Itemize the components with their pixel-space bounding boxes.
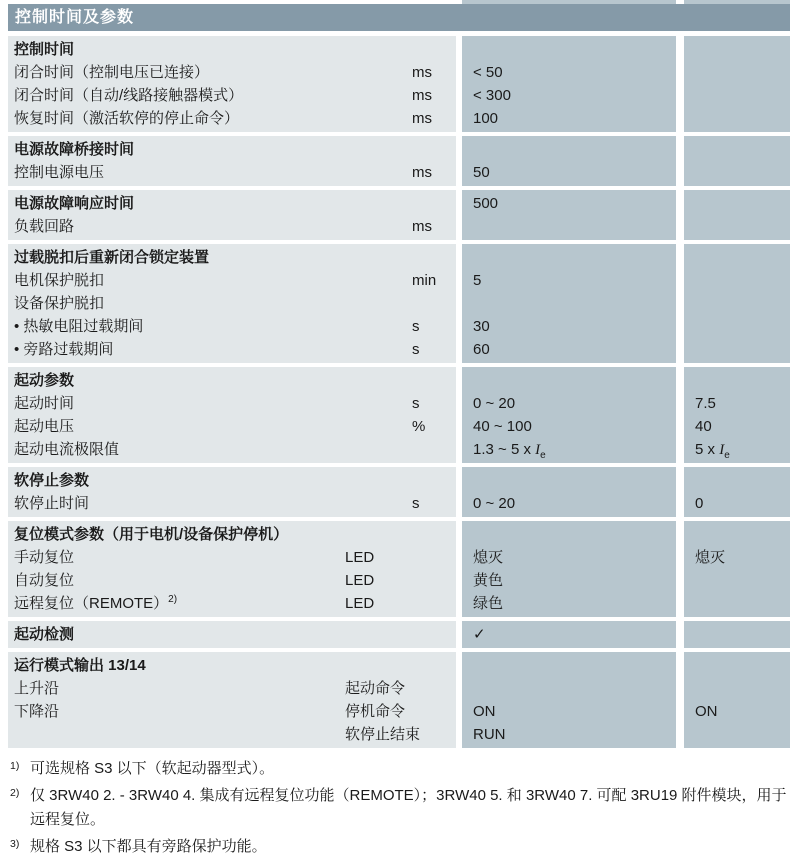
value-cell-primary: 60 (473, 341, 490, 358)
spec-section (8, 467, 790, 517)
spec-section (8, 367, 790, 463)
spec-section (8, 36, 790, 132)
column-gap (676, 367, 684, 463)
column-gap (676, 621, 684, 648)
spec-row-label: 上升沿 起动命令 (8, 677, 456, 700)
value-cell-primary: ON (473, 703, 496, 720)
spec-row-label: • 旁路过载期间 s (8, 338, 456, 361)
column-gap (676, 467, 684, 517)
value-cell-primary: < 300 (473, 87, 511, 104)
value-cell-primary: 30 (473, 318, 490, 335)
unit-cell: ms (412, 64, 432, 81)
value-cell-secondary (684, 84, 790, 107)
label-column (8, 467, 456, 517)
unit-cell: s (412, 318, 420, 335)
spec-row-heading: 复位模式参数（用于电机/设备保护停机） (14, 526, 289, 543)
value-cell-secondary (684, 677, 790, 700)
footnote-mark: 1) (10, 760, 20, 772)
value-cell-secondary (684, 192, 790, 215)
value-cell-secondary (684, 269, 790, 292)
sub-label-cell: 起动命令 (345, 680, 406, 697)
value-column-1 (462, 467, 676, 517)
value-cell-secondary: 0 (695, 495, 704, 512)
value-cell-primary: 5 (473, 272, 482, 289)
value-cell-primary (462, 369, 676, 392)
footnote (8, 835, 800, 859)
sub-label-cell: 停机命令 (345, 703, 406, 720)
spec-row-label: 恢复时间（激活软停的停止命令） ms (8, 107, 456, 130)
value-column-2 (684, 36, 790, 132)
spec-row-heading: 起动参数 (14, 372, 75, 389)
spec-section (8, 190, 790, 240)
value-cell-secondary (684, 523, 790, 546)
value-cell-secondary: 40 (695, 418, 712, 435)
sub-label-cell: LED (345, 595, 375, 612)
top-strip-value1-cell (462, 0, 676, 4)
label-column (8, 36, 456, 132)
footnote (8, 757, 800, 781)
spec-row-heading: 运行模式输出 13/14 (14, 657, 146, 674)
spec-row-heading: 电源故障桥接时间 (14, 141, 135, 158)
value-column-1 (462, 244, 676, 363)
top-strip-value2-cell (684, 0, 790, 4)
section-title: 控制时间及参数 (15, 9, 135, 26)
value-cell-secondary (684, 723, 790, 746)
spec-row-heading: 起动检测 (14, 626, 75, 643)
spec-row-label: 闭合时间（自动/线路接触器模式） ms (8, 84, 456, 107)
value-column-1 (462, 621, 676, 648)
current-symbol: I (719, 442, 725, 458)
current-symbol: I (535, 442, 541, 458)
unit-cell: % (412, 418, 426, 435)
value-cell-primary: 绿色 (473, 595, 504, 612)
spec-section (8, 136, 790, 186)
value-cell-primary (462, 215, 676, 238)
value-column-1 (462, 652, 676, 748)
spec-row-label: 起动时间 s (8, 392, 456, 415)
value-column-2 (684, 190, 790, 240)
spec-row-heading: 电源故障响应时间 (14, 195, 135, 212)
value-column-2 (684, 244, 790, 363)
spec-row-label: 负载回路 ms (8, 215, 456, 238)
spec-row-label: 电机保护脱扣 min (8, 269, 456, 292)
spec-row-label: 远程复位（REMOTE）$^{2)}$ LED (8, 592, 456, 615)
column-gap (676, 36, 684, 132)
value-column-1 (462, 136, 676, 186)
value-column-1 (462, 36, 676, 132)
footnote-mark: 3) (10, 838, 20, 850)
footnote-text: 仅 3RW40 2. - 3RW40 4. 集成有远程复位功能（REMOTE）；3RW40 5. 和 3RW40 7. 可配 3RU19 附件模块，用于远程复位。 (30, 787, 787, 828)
value-column-2 (684, 521, 790, 617)
value-cell-primary: 500 (473, 195, 499, 212)
label-column (8, 367, 456, 463)
sub-label-cell: LED (345, 572, 375, 589)
value-cell-primary (462, 469, 676, 492)
unit-cell: s (412, 395, 420, 412)
spec-row-label: 闭合时间（控制电压已连接） ms (8, 61, 456, 84)
value-cell-primary (462, 246, 676, 269)
value-cell-secondary (684, 61, 790, 84)
spec-row-heading: 过载脱扣后重新闭合锁定装置 (14, 249, 210, 266)
value-cell-primary (462, 654, 676, 677)
spec-section (8, 521, 790, 617)
footnote-mark: 2) (10, 787, 20, 799)
value-cell-secondary (684, 161, 790, 184)
section-title-bar (8, 4, 790, 31)
value-cell-secondary: ON (695, 703, 718, 720)
unit-cell: s (412, 495, 420, 512)
sub-label-cell: 软停止结束 (345, 726, 421, 743)
value-cell-primary: 0 ~ 20 (473, 395, 516, 412)
value-cell-secondary (684, 38, 790, 61)
label-column (8, 136, 456, 186)
value-cell-primary (462, 677, 676, 700)
spec-row-label: 设备保护脱扣 (14, 295, 105, 312)
value-cell-secondary (684, 246, 790, 269)
value-cell-secondary (684, 592, 790, 615)
spec-row-label: 起动电压 % (8, 415, 456, 438)
spec-section (8, 621, 790, 648)
spec-section (8, 244, 790, 363)
value-cell-primary (462, 523, 676, 546)
value-column-2 (684, 136, 790, 186)
spec-row-label: 手动复位 LED (8, 546, 456, 569)
value-column-1 (462, 190, 676, 240)
value-cell-primary: 100 (473, 110, 499, 127)
value-cell-primary (462, 292, 676, 315)
value-cell-primary: 0 ~ 20 (473, 495, 516, 512)
value-column-2 (684, 367, 790, 463)
value-cell-secondary (684, 569, 790, 592)
unit-cell: ms (412, 87, 432, 104)
spec-row-label: • 热敏电阻过载期间 s (8, 315, 456, 338)
value-cell-secondary (684, 369, 790, 392)
spec-table (8, 36, 790, 748)
unit-cell: ms (412, 218, 432, 235)
unit-cell: s (412, 341, 420, 358)
value-cell-secondary (684, 654, 790, 677)
unit-cell: ms (412, 164, 432, 181)
value-cell-primary: < 50 (473, 64, 503, 81)
value-column-1 (462, 367, 676, 463)
value-cell-secondary (684, 469, 790, 492)
value-cell-primary: RUN (473, 726, 506, 743)
unit-cell: min (412, 272, 437, 289)
value-cell-secondary (684, 215, 790, 238)
spec-page (8, 0, 790, 859)
value-cell-primary: 熄灭 (473, 549, 504, 566)
spec-section (8, 652, 790, 748)
value-column-1 (462, 521, 676, 617)
label-column (8, 652, 456, 748)
footnote (8, 784, 800, 832)
value-cell-primary: 50 (473, 164, 490, 181)
footnote-text: 可选规格 S3 以下（软起动器型式）。 (30, 760, 275, 777)
label-column (8, 244, 456, 363)
value-cell-secondary: 5 x $I_e$ (695, 441, 730, 461)
value-cell-secondary: 熄灭 (695, 549, 726, 566)
spec-row-label: 自动复位 LED (8, 569, 456, 592)
footnote-reference: 2) (168, 594, 178, 605)
top-strip-gap (676, 0, 684, 4)
column-gap (676, 190, 684, 240)
value-cell-secondary (684, 292, 790, 315)
value-cell-primary (462, 138, 676, 161)
label-column (8, 190, 456, 240)
value-cell-primary: ✓ (473, 626, 486, 643)
column-gap (676, 652, 684, 748)
value-cell-secondary (684, 138, 790, 161)
value-cell-secondary (684, 338, 790, 361)
value-cell-secondary (684, 107, 790, 130)
unit-cell: ms (412, 110, 432, 127)
current-symbol-subscript: e (724, 450, 730, 461)
column-gap (676, 521, 684, 617)
value-cell-primary (462, 38, 676, 61)
value-cell-primary: 40 ~ 100 (473, 418, 532, 435)
value-cell-secondary: 7.5 (695, 395, 716, 412)
value-cell-secondary (684, 623, 790, 646)
column-gap (676, 244, 684, 363)
spec-row-label: 下降沿 停机命令 (8, 700, 456, 723)
footnote-text: 规格 S3 以下都具有旁路保护功能。 (30, 838, 267, 855)
column-gap (676, 136, 684, 186)
spec-row-label (8, 723, 456, 746)
sub-label-cell: LED (345, 549, 375, 566)
spec-row-label: 软停止时间 s (8, 492, 456, 515)
spec-row-heading: 控制时间 (14, 41, 75, 58)
label-column (8, 521, 456, 617)
value-cell-primary: 黄色 (473, 572, 504, 589)
value-column-2 (684, 652, 790, 748)
value-column-2 (684, 467, 790, 517)
value-column-2 (684, 621, 790, 648)
spec-row-heading: 软停止参数 (14, 472, 90, 489)
label-column (8, 621, 456, 648)
current-symbol-subscript: e (540, 450, 546, 461)
value-cell-primary: 1.3 ~ 5 x $I_e$ (473, 441, 546, 461)
spec-row-label: 起动电流极限值 (14, 441, 120, 458)
spec-row-label: 控制电源电压 ms (8, 161, 456, 184)
footnotes (8, 757, 790, 859)
value-cell-secondary (684, 315, 790, 338)
